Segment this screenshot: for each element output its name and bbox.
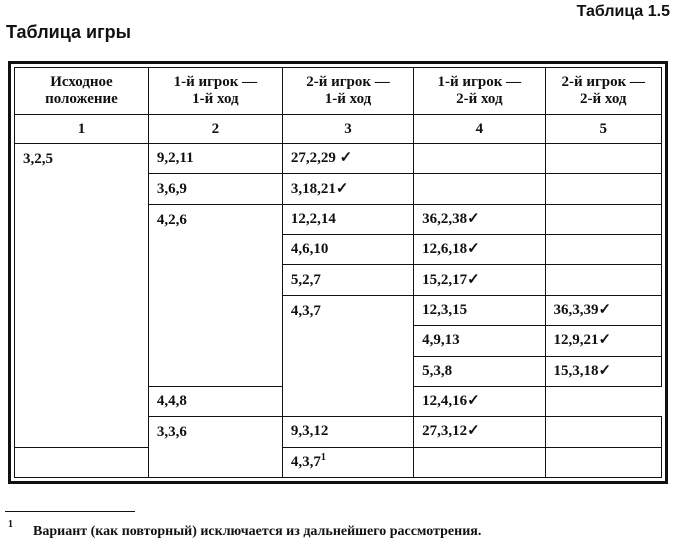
header-player2-move1: 2-й игрок — 1-й ход <box>282 68 413 115</box>
footnote-text: Вариант (как повторный) исключается из дальнейшего рассмотрения. <box>33 523 482 539</box>
column-number: 3 <box>282 115 413 144</box>
cell-p2m1: 27,2,29 ✓ <box>282 144 413 174</box>
column-number: 4 <box>414 115 545 144</box>
table-caption: Таблица 1.5 <box>576 3 670 20</box>
cell-p2m1: 4,3,7 <box>282 295 413 416</box>
table-row <box>15 144 662 174</box>
cell-p2m1: 4,3,7$^1$ <box>282 447 413 477</box>
cell-p2m1: 3,18,21✓ <box>282 174 413 204</box>
cell-p1m2: 4,4,8 <box>148 386 282 416</box>
cell-p2m2 <box>545 204 662 234</box>
cell-p2m2 <box>545 265 662 295</box>
cell-p1m2: 27,3,12✓ <box>414 417 545 447</box>
cell-p2m1: 12,2,14 <box>282 204 413 234</box>
cell-p2m2: 12,4,16✓ <box>414 386 545 416</box>
cell-p2m2 <box>545 174 662 204</box>
cell-p1m2: 12,3,15 <box>414 295 545 325</box>
cell-p1m1: 3,6,9 <box>148 174 282 204</box>
cell-p1m2 <box>414 447 545 477</box>
header-player2-move2: 2-й игрок — 2-й ход <box>545 68 662 115</box>
cell-initial-position: 3,2,5 <box>15 144 149 448</box>
header-row <box>15 68 662 115</box>
footnote-marker: 1 <box>8 519 13 530</box>
cell-p1m2: 5,3,8 <box>414 356 545 386</box>
cell-p1m1: 9,2,11 <box>148 144 282 174</box>
footnote-ref: 1 <box>320 451 326 463</box>
cell-p2m1: 9,3,12 <box>282 417 413 447</box>
cell-p1m1: 3,3,6 <box>148 417 282 478</box>
cell-p1m2 <box>414 174 545 204</box>
cell-p1m1: 4,2,6 <box>148 204 282 386</box>
cell-p1m2: 4,9,13 <box>414 326 545 356</box>
header-player1-move2: 1-й игрок — 2-й ход <box>414 68 545 115</box>
cell-p1m2: 15,2,17✓ <box>414 265 545 295</box>
footnote <box>8 521 481 540</box>
cell-initial-position-blank <box>15 447 149 477</box>
game-table <box>14 67 662 478</box>
cell-p2m1: 4,6,10 <box>282 235 413 265</box>
cell-p2m2: 36,3,39✓ <box>545 295 662 325</box>
page-title: Таблица игры <box>6 22 131 42</box>
cell-p2m2 <box>545 417 662 447</box>
cell-p2m2: 12,9,21✓ <box>545 326 662 356</box>
footnote-divider <box>5 511 135 512</box>
cell-p2m2 <box>545 144 662 174</box>
column-number: 2 <box>148 115 282 144</box>
column-number: 5 <box>545 115 662 144</box>
cell-p1m2 <box>414 144 545 174</box>
column-number-row <box>15 115 662 144</box>
cell-p2m2: 15,3,18✓ <box>545 356 662 386</box>
cell-p2m2 <box>545 235 662 265</box>
cell-p2m1: 5,2,7 <box>282 265 413 295</box>
cell-p1m2: 12,6,18✓ <box>414 235 545 265</box>
table-row <box>15 447 662 477</box>
header-initial-position: Исходное положение <box>15 68 149 115</box>
header-player1-move1: 1-й игрок — 1-й ход <box>148 68 282 115</box>
cell-p1m2: 36,2,38✓ <box>414 204 545 234</box>
column-number: 1 <box>15 115 149 144</box>
game-table-frame <box>8 61 668 484</box>
cell-p2m2 <box>545 447 662 477</box>
